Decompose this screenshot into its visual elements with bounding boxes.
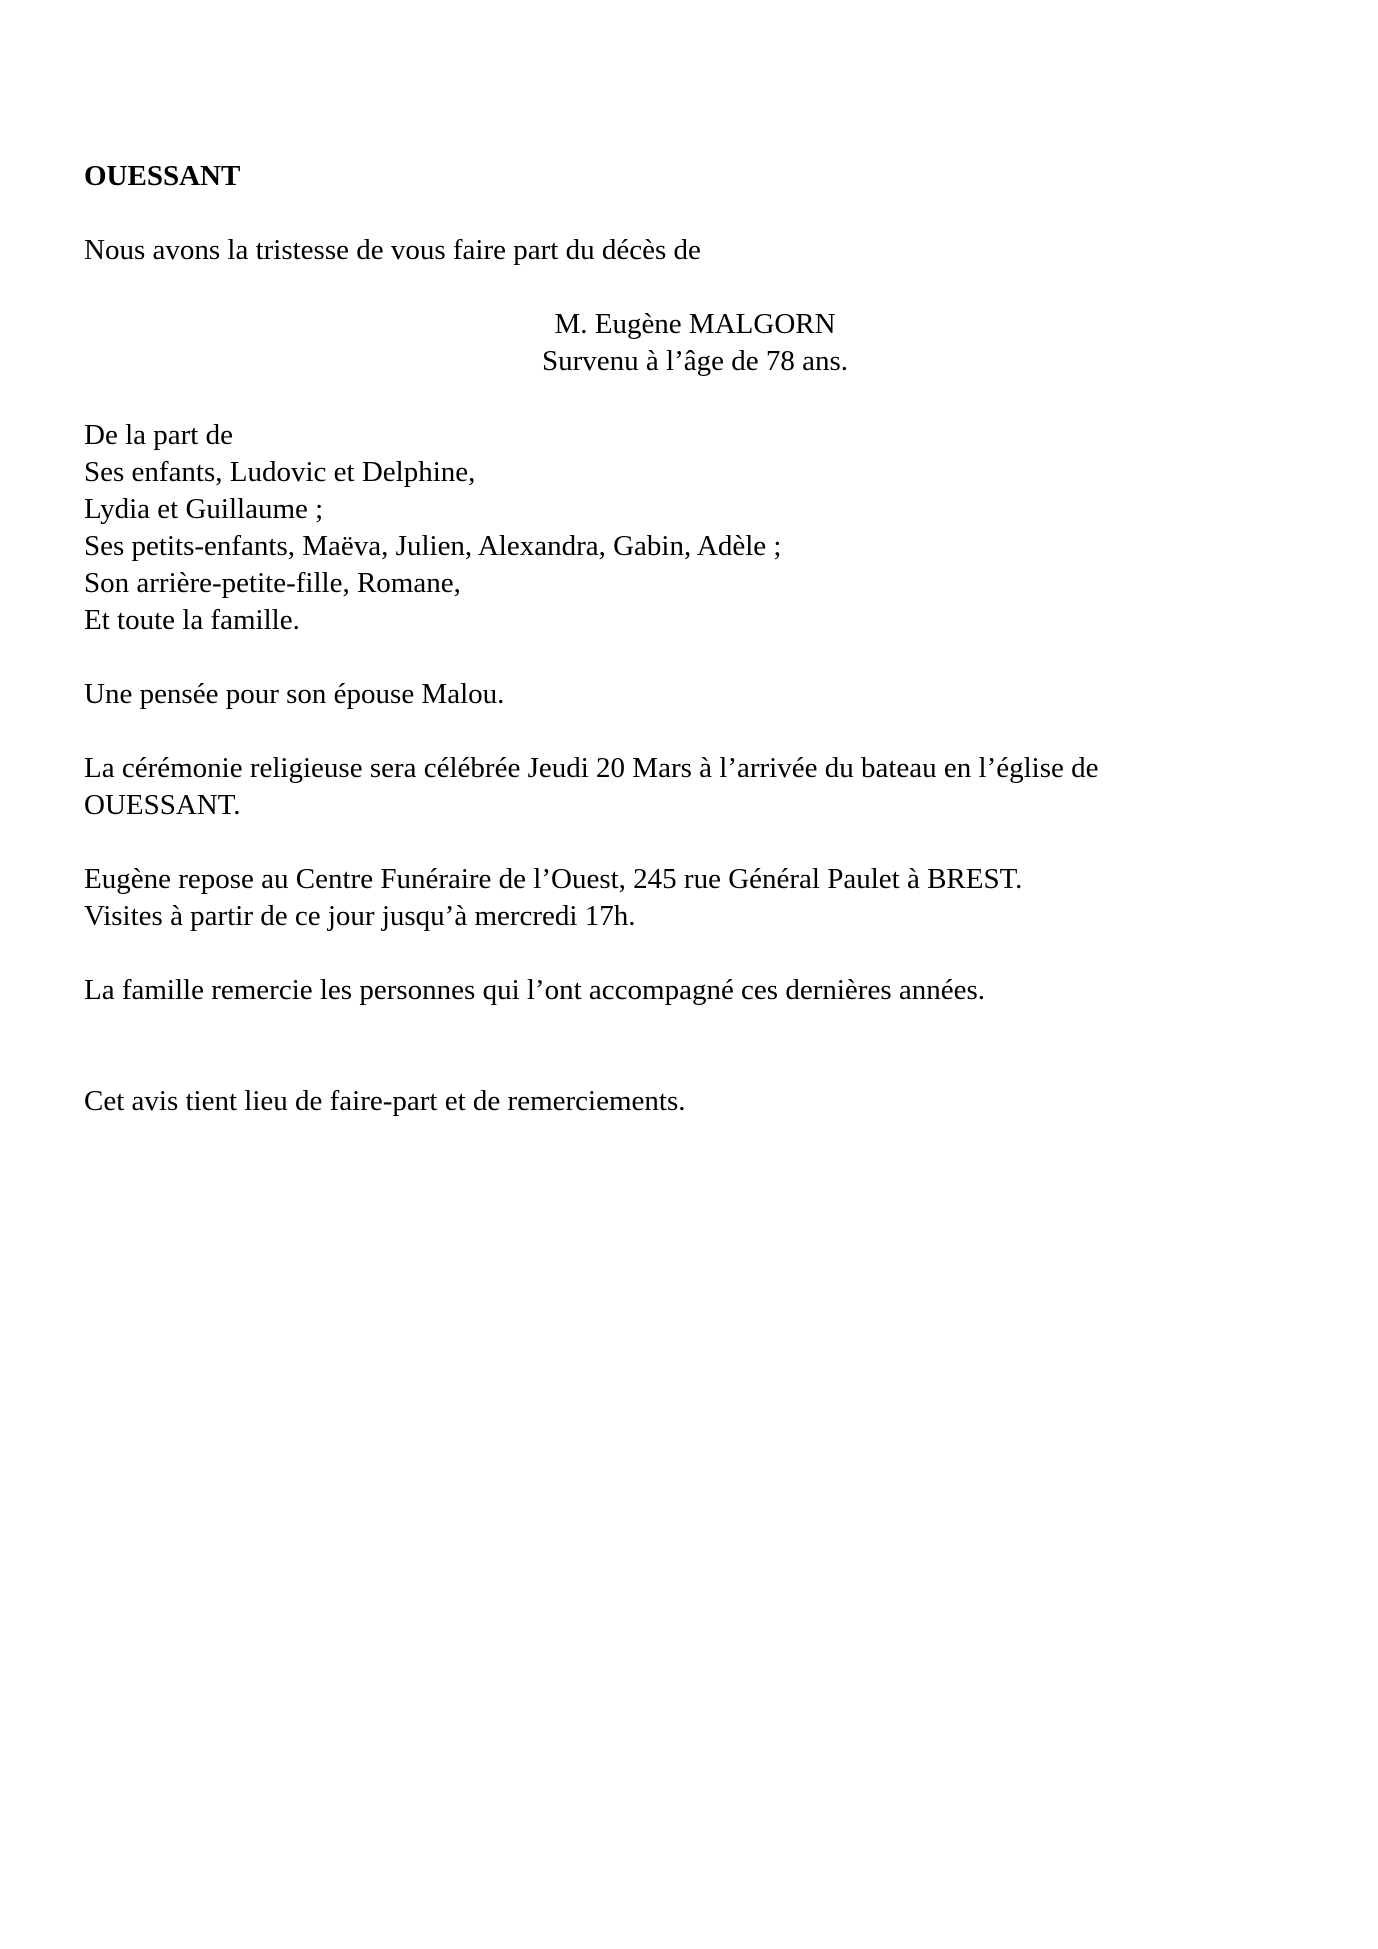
spacer — [84, 713, 1284, 750]
ceremony-line: La cérémonie religieuse sera célébrée Jeudi 20 Mars à l’arrivée du bateau en l’église de — [84, 752, 1099, 784]
deceased-block — [84, 306, 1284, 380]
spacer — [84, 195, 1284, 232]
deceased-age: Survenu à l’âge de 78 ans. — [541, 345, 848, 377]
thought-text: Une pensée pour son épouse Malou. — [84, 678, 505, 710]
rest-line: Eugène repose au Centre Funéraire de l’Ouest, 245 rue Général Paulet à BREST. — [84, 863, 1023, 895]
notice-heading: OUESSANT — [84, 160, 241, 192]
spacer — [84, 935, 1284, 972]
rest-block — [84, 861, 1284, 935]
intro-text: Nous avons la tristesse de vous faire part du décès de — [84, 234, 701, 266]
spacer — [84, 824, 1284, 861]
family-line: Ses enfants, Ludovic et Delphine, — [84, 456, 476, 488]
notice-body — [84, 158, 1284, 1120]
rest-line: Visites à partir de ce jour jusqu’à mercredi 17h. — [84, 900, 636, 932]
family-line: Et toute la famille. — [84, 604, 300, 636]
spacer — [84, 1009, 1284, 1083]
deceased-name: M. Eugène MALGORN — [554, 308, 836, 340]
family-line: Son arrière-petite-fille, Romane, — [84, 567, 461, 599]
closing-text: Cet avis tient lieu de faire-part et de remerciements. — [84, 1085, 686, 1117]
spacer — [84, 269, 1284, 306]
family-line: De la part de — [84, 419, 233, 451]
spacer — [84, 380, 1284, 417]
ceremony-block — [84, 750, 1284, 824]
family-block — [84, 417, 1284, 639]
spacer — [84, 639, 1284, 676]
family-line: Ses petits-enfants, Maëva, Julien, Alexandra, Gabin, Adèle ; — [84, 530, 782, 562]
ceremony-line: OUESSANT. — [84, 789, 241, 821]
thanks-text: La famille remercie les personnes qui l’ont accompagné ces dernières années. — [84, 974, 986, 1006]
family-line: Lydia et Guillaume ; — [84, 493, 324, 525]
